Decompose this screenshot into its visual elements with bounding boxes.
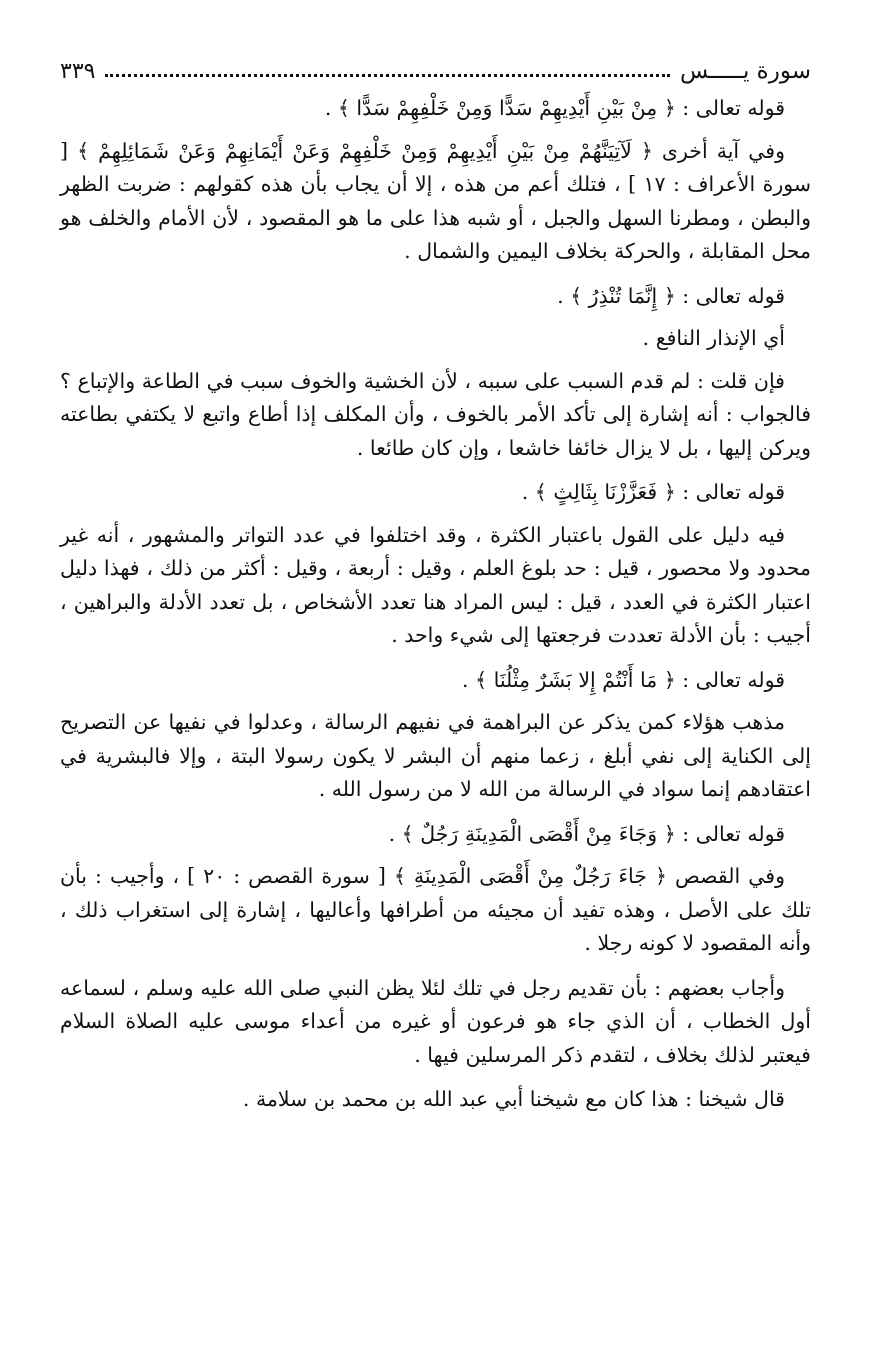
paragraph-commentary-6: وفي القصص ﴿ جَاءَ رَجُلٌ مِنْ أَقْصَى الْمَدِينَةِ ﴾ [ سورة القصص : ٢٠ ] ، وأجيب : بأن تلك على الأصل ، وهذه تفيد أن مجيئه من أطرافها وأعاليها ، إشارة إلى استغراب ذلك ، وأنه المقصود لا كونه رجلا . [60, 864, 811, 955]
surah-title: سورة يـــــس [679, 58, 811, 84]
paragraph-commentary-2: أي الإنذار النافع . [642, 326, 785, 350]
paragraph-commentary-3: فإن قلت : لم قدم السبب على سببه ، لأن الخشية والخوف سبب في الطاعة والإتباع ؟ فالجواب : أنه إشارة إلى تأكد الأمر بالخوف ، وأن المكلف إذا أطاع واتبع لا يكتفي بطاعته ويركن إليها ، بل لا يزال خائفا خاشعا ، وإن كان طائعا . [60, 368, 811, 460]
paragraph-verse-3: قوله تعالى : ﴿ فَعَزَّزْنَا بِثَالِثٍ ﴾ . [521, 480, 785, 504]
paragraph-verse-5: قوله تعالى : ﴿ وَجَاءَ مِنْ أَقْصَى الْمَدِينَةِ رَجُلٌ ﴾ . [388, 821, 785, 846]
paragraph-commentary-7: وأجاب بعضهم : بأن تقديم رجل في تلك لئلا يظن النبي صلى الله عليه وسلم ، لسماعه أول الخطاب ، أن الذي جاء هو فرعون أو غيره من أعداء موسى عليه الصلاة السلام فيعتبر لذلك بخلاف ، لتقدم ذكر المرسلين فيها . [60, 975, 811, 1067]
page-body [60, 92, 811, 1117]
paragraph-verse-4: قوله تعالى : ﴿ مَا أَنْتُمْ إِلا بَشَرٌ مِثْلُنَا ﴾ . [462, 667, 785, 692]
paragraph-commentary-1: وفي آية أخرى ﴿ لَآتِيَنَّهُمْ مِنْ بَيْنِ أَيْدِيهِمْ وَمِنْ خَلْفِهِمْ وَعَنْ أَيْمَانِهِمْ وَعَنْ شَمَائِلِهِمْ ﴾ [ سورة الأعراف : ١٧ ] ، فتلك أعم من هذه ، إلا أن يجاب بأن هذه كقولهم : ضربت الظهر والبطن ، ومطرنا السهل والجبل ، أو شبه هذا على ما هو المقصود ، لأن الأمام والخلف هو محل المقابلة ، والحركة بخلاف اليمين والشمال . [60, 138, 811, 263]
paragraph-commentary-4: فيه دليل على القول باعتبار الكثرة ، وقد اختلفوا في عدد التواتر والمشهور ، أنه غير محدود ولا محصور ، قيل : حد بلوغ العلم ، وقيل : أربعة ، وقيل : أكثر من ذلك ، فهذا دليل اعتبار الكثرة في العدد ، قيل : ليس المراد هنا تعدد الأشخاص ، بل تعدد الأدلة والبراهين ، أجيب : بأن الأدلة تعددت فرجعتها إلى شيء واحد . [60, 522, 811, 647]
paragraph-verse-1: قوله تعالى : ﴿ مِنْ بَيْنِ أَيْدِيهِمْ سَدًّا وَمِنْ خَلْفِهِمْ سَدًّا ﴾ . [324, 96, 785, 120]
header-dotted-leader [105, 74, 670, 77]
paragraph-commentary-8: قال شيخنا : هذا كان مع شيخنا أبي عبد الله بن محمد بن سلامة . [242, 1087, 785, 1111]
page-number: ٣٣٩ [60, 59, 96, 84]
paragraph-commentary-5: مذهب هؤلاء كمن يذكر عن البراهمة في نفيهم الرسالة ، وعدلوا في نفيها عن التصريح إلى الكناية إلى نفي أبلغ ، زعما منهم أن البشر لا يكون رسولا البتة ، وإلا فالبشرية في اعتقادهم إنما سواد في الرسالة من الله لا من رسول الله . [60, 710, 811, 801]
paragraph-verse-2: قوله تعالى : ﴿ إِنَّمَا تُنْذِرُ ﴾ . [557, 283, 785, 308]
running-header [60, 52, 811, 90]
